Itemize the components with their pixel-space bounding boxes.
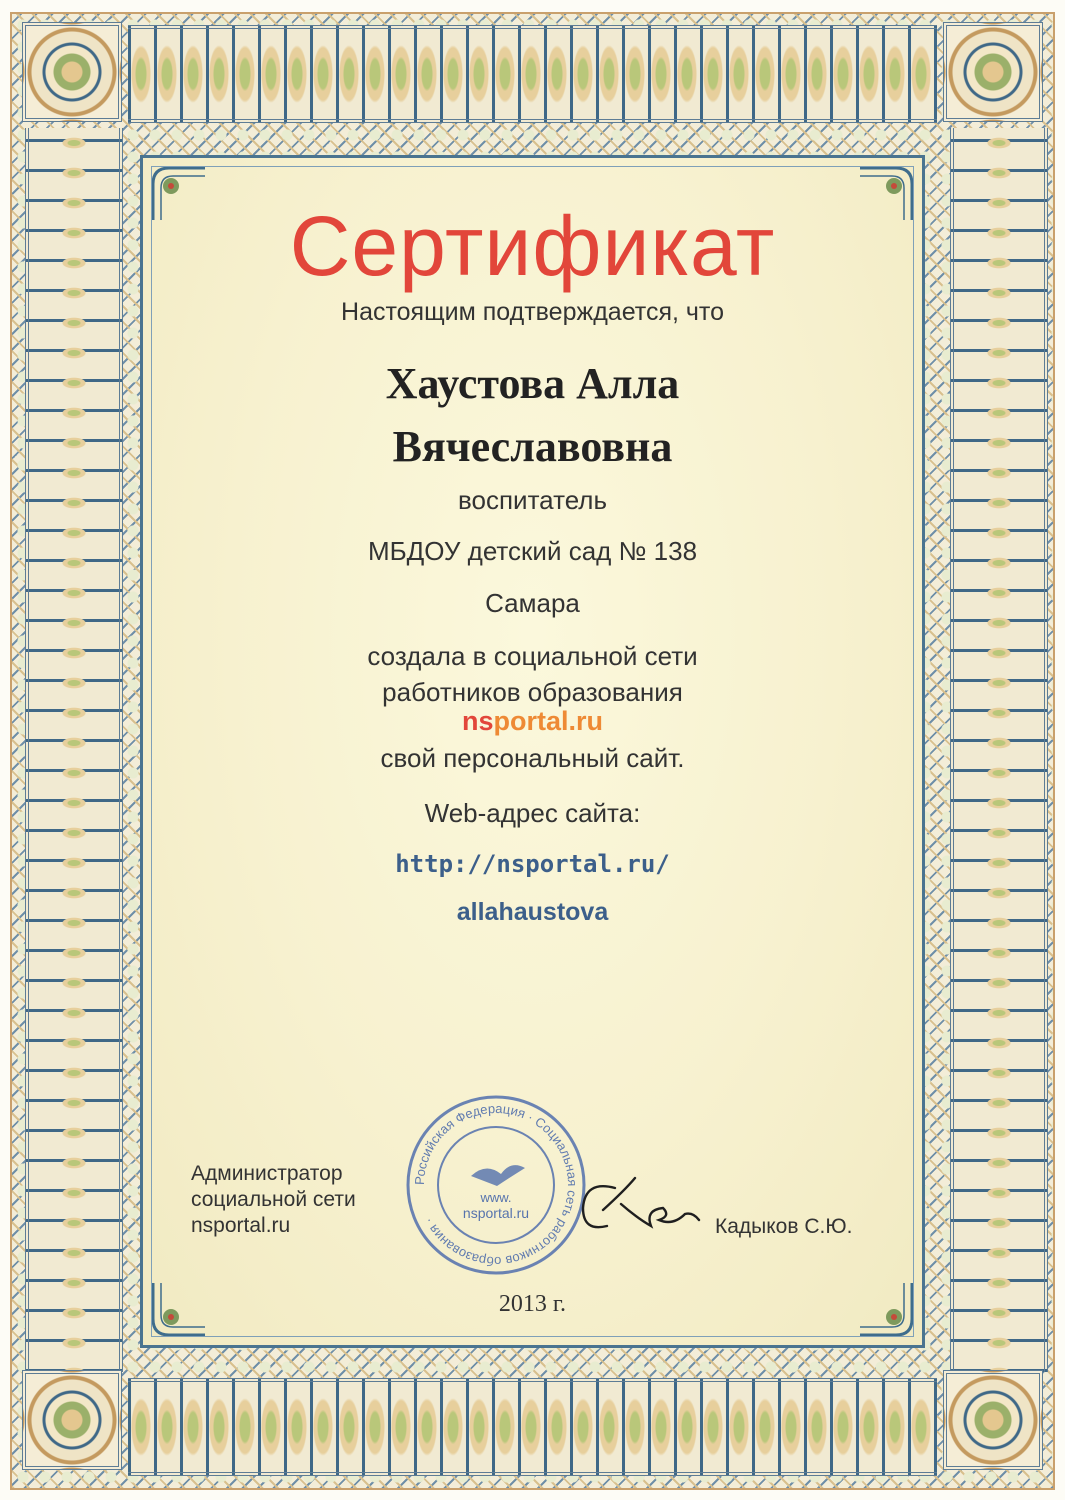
frame-bottom-band [128,1378,937,1476]
brand-name [143,706,922,737]
frame-corner-top-left [22,22,122,122]
brand-rest: portal.ru [493,706,604,736]
bird-icon [471,1165,525,1186]
frame-corner-bottom-right [943,1370,1043,1470]
frame-corner-bottom-left [22,1370,122,1470]
frame-top-band [128,25,937,123]
intro-text: Настоящим подтверждается, что [341,298,724,326]
stamp-www: www. [480,1190,512,1205]
web-address-label: Web-адрес сайта: [424,798,641,828]
signature [575,1170,715,1250]
certificate-panel [140,155,925,1348]
frame-corner-top-right [943,22,1043,122]
recipient-position: воспитатель [457,485,608,515]
body-text-line2: работников образования [382,677,683,707]
admin-line2: социальной сети [191,1188,356,1211]
body-text-line3: свой персональный сайт. [380,743,685,773]
admin-line3: nsportal.ru [191,1214,291,1237]
frame-right-band [950,128,1048,1372]
recipient-organization: МБДОУ детский сад № 138 [367,536,698,566]
site-url-line2[interactable]: allahaustova [456,898,609,926]
stamp-center-text: nsportal.ru [462,1205,530,1221]
certificate-year: 2013 г. [498,1291,567,1317]
frame-left-band [25,128,123,1372]
recipient-city: Самара [485,588,580,618]
certificate-title: Сертификат [289,199,776,293]
body-text-line1: создала в социальной сети [367,641,698,671]
recipient-name-line1: Хаустова Алла [385,359,680,408]
admin-block [191,1161,356,1239]
brand-ns: ns [461,706,494,736]
admin-line1: Администратор [191,1162,343,1185]
stamp-outer-text: Российская Федерация · Социальная сеть работников образования · [411,1100,581,1270]
official-stamp [401,1090,591,1280]
site-url-line1[interactable]: http://nsportal.ru/ [395,850,670,878]
recipient-name-line2: Вячеславовна [392,422,673,471]
signer-name: Кадыков С.Ю. [715,1215,853,1238]
